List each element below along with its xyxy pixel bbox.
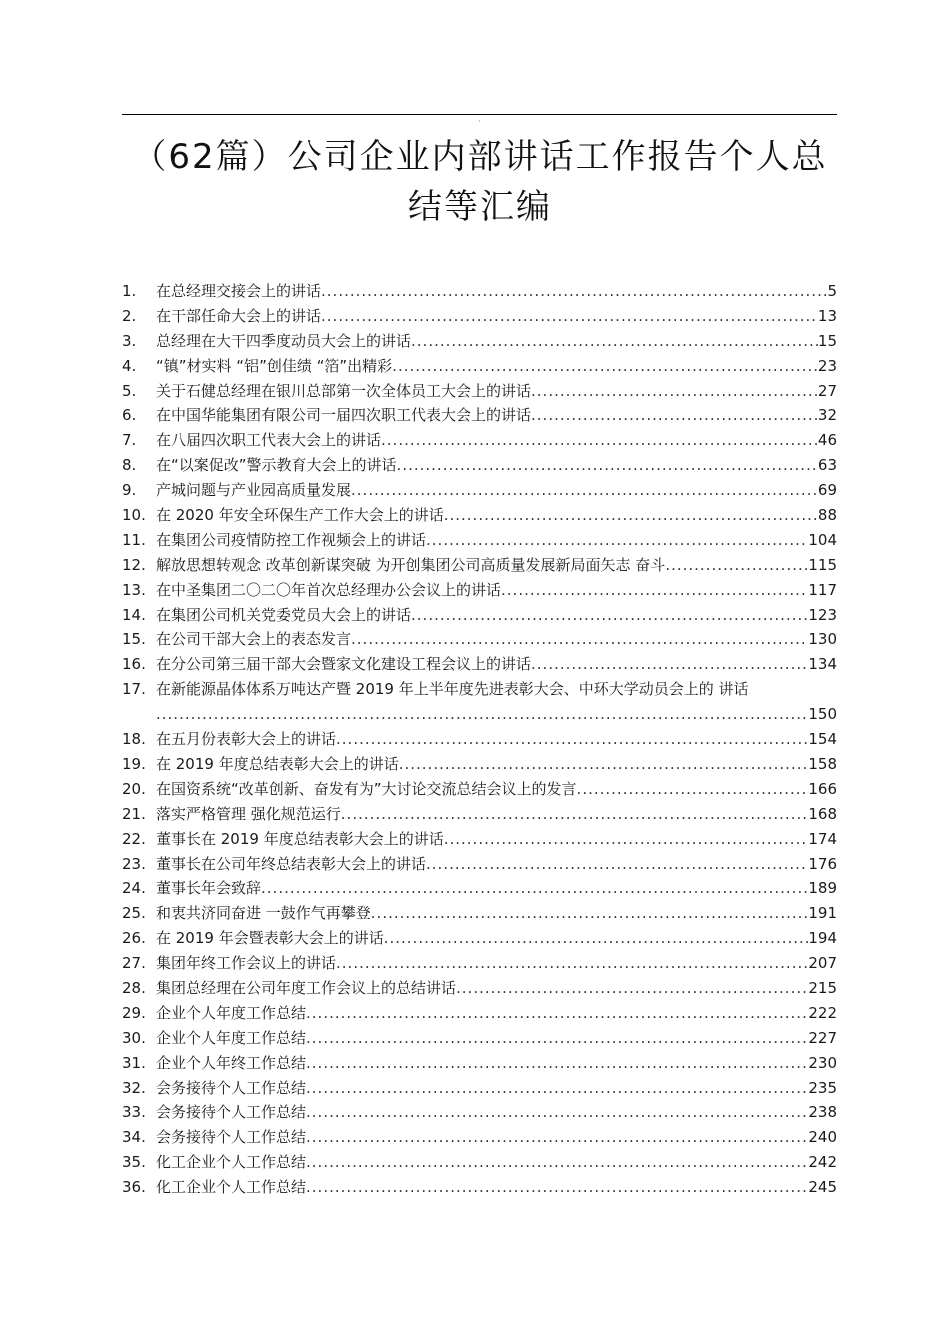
toc-entry-number: 24. [122,879,146,898]
toc-entry[interactable] [122,553,837,578]
toc-page-number: 230 [808,1053,837,1072]
toc-entry-number: 12. [122,555,146,574]
toc-leader-dots [306,1175,808,1200]
toc-leader-dots [156,702,808,727]
toc-entry[interactable] [122,354,837,379]
toc-page-number: 115 [808,555,837,574]
toc-entry-number: 27. [122,954,146,973]
toc-entry-number: 6. [122,406,137,425]
toc-entry-title: 在集团公司机关党委党员大会上的讲话 [156,605,412,624]
toc-entry[interactable] [122,1150,837,1175]
toc-entry[interactable] [122,603,837,628]
toc-entry-number: 15. [122,630,146,649]
toc-leader-dots [397,453,818,478]
toc-entry[interactable] [122,528,837,553]
toc-leader-dots [411,329,818,354]
toc-entry[interactable] [122,1100,837,1125]
toc-entry[interactable] [122,802,837,827]
toc-entry[interactable] [122,1125,837,1150]
title-line-1: （62篇）公司企业内部讲话工作报告个人总 [132,137,828,177]
toc-page-number: 235 [808,1078,837,1097]
toc-leader-dots [381,428,818,453]
toc-entry-title: 在中圣集团二〇二〇年首次总经理办公会议上的讲话 [156,580,502,599]
toc-entry-title: 落实严格管理 强化规范运行 [156,804,341,823]
toc-entry-number: 3. [122,331,137,350]
toc-entry[interactable] [122,1026,837,1051]
toc-leader-dots [577,777,809,802]
toc-entry[interactable] [122,428,837,453]
toc-page-number: 245 [808,1178,837,1197]
toc-entry[interactable] [122,403,837,428]
toc-page-number: 5 [827,282,837,300]
toc-entry[interactable] [122,901,837,926]
toc-entry[interactable] [122,453,837,478]
toc-entry-number: 28. [122,978,146,997]
toc-page-number: 63 [817,456,837,475]
toc-page-number: 227 [808,1028,837,1047]
toc-entry[interactable] [122,1076,837,1101]
toc-entry[interactable] [122,852,837,877]
toc-entry[interactable] [122,951,837,976]
toc-entry[interactable] [122,503,837,528]
toc-leader-dots [306,1150,808,1175]
toc-entry-number: 35. [122,1153,146,1172]
toc-leader-dots [306,1001,808,1026]
toc-leader-dots [501,578,808,603]
toc-entry[interactable] [122,627,837,652]
toc-page-number: 15 [817,331,837,350]
toc-page-number: 168 [808,804,837,823]
toc-entry-title: 企业个人年终工作总结 [156,1053,307,1072]
toc-entry-number: 19. [122,754,146,773]
toc-page-number: 154 [808,730,837,749]
toc-entry-title: 董事长年会致辞 [156,879,262,898]
toc-entry[interactable] [122,777,837,802]
toc-entry-number: 1. [122,282,137,300]
toc-entry-number: 29. [122,1003,146,1022]
toc-leader-dots [306,1100,808,1125]
document-title [110,132,850,232]
toc-leader-dots [392,354,818,379]
toc-leader-dots [426,528,808,553]
toc-entry-number: 18. [122,730,146,749]
toc-entry-number: 9. [122,481,137,500]
toc-entry[interactable] [122,976,837,1001]
toc-entry[interactable] [122,379,837,404]
toc-entry-title: “镇”材实料 “铝”创佳绩 “箔”出精彩 [156,356,393,375]
toc-entry-title: 关于石健总经理在银川总部第一次全体员工大会上的讲话 [156,381,532,400]
toc-page-number: 104 [808,530,837,549]
toc-leader-dots [336,727,808,752]
toc-leader-dots [306,1051,808,1076]
toc-entry-title: 企业个人年度工作总结 [156,1003,307,1022]
table-of-contents [122,279,837,1200]
toc-entry-number: 34. [122,1128,146,1147]
toc-entry-number: 5. [122,381,137,400]
toc-entry-title: 在公司干部大会上的表态发言 [156,630,352,649]
toc-leader-dots [351,478,818,503]
toc-entry[interactable] [122,578,837,603]
toc-entry-title: 在八届四次职工代表大会上的讲话 [156,431,382,450]
toc-page-number: 23 [817,356,837,375]
toc-entry-title: 解放思想转观念 改革创新谋突破 为开创集团公司高质量发展新局面矢志 奋斗 [156,555,666,574]
toc-entry-title: 会务接待个人工作总结 [156,1128,307,1147]
toc-page-number: 191 [808,904,837,923]
toc-entry-title: 集团总经理在公司年度工作会议上的总结讲话 [156,978,457,997]
toc-entry-title: 在新能源晶体体系万吨达产暨 2019 年上半年度先进表彰大会、中环大学动员会上的 讲话 [156,680,749,699]
toc-entry[interactable] [122,279,837,304]
toc-entry[interactable] [122,926,837,951]
toc-entry-number: 26. [122,929,146,948]
toc-entry-number: 2. [122,306,137,325]
toc-entry[interactable] [122,827,837,852]
toc-entry[interactable] [122,727,837,752]
toc-leader-dots [371,901,809,926]
toc-entry-title: 在五月份表彰大会上的讲话 [156,730,337,749]
toc-page-number: 27 [817,381,837,400]
toc-leader-dots [444,827,809,852]
toc-entry-title: 化工企业个人工作总结 [156,1153,307,1172]
toc-entry[interactable] [122,1001,837,1026]
header-rule [122,114,837,115]
toc-entry[interactable] [122,677,837,727]
toc-entry-title: 会务接待个人工作总结 [156,1103,307,1122]
toc-leader-dots [531,652,808,677]
toc-entry-title: 总经理在大干四季度动员大会上的讲话 [156,331,412,350]
toc-entry-title: 在总经理交接会上的讲话 [156,282,322,300]
toc-page-number: 174 [808,829,837,848]
toc-entry-number: 4. [122,356,137,375]
toc-entry-title: 在 2019 年度总结表彰大会上的讲话 [156,754,399,773]
toc-entry-number: 33. [122,1103,146,1122]
toc-page-number: 13 [817,306,837,325]
title-line-2: 结等汇编 [408,187,552,227]
toc-page-number: 222 [808,1003,837,1022]
toc-leader-dots [531,379,818,404]
toc-leader-dots [665,553,808,578]
toc-leader-dots [384,926,809,951]
toc-entry-number: 20. [122,779,146,798]
toc-leader-dots [341,802,809,827]
toc-entry-title: 在中国华能集团有限公司一届四次职工代表大会上的讲话 [156,406,532,425]
toc-leader-dots [321,279,827,304]
toc-entry-number: 7. [122,431,137,450]
toc-leader-dots [444,503,818,528]
toc-entry-title: 在 2020 年安全环保生产工作大会上的讲话 [156,506,444,525]
toc-entry-number: 14. [122,605,146,624]
toc-page-number: 130 [808,630,837,649]
toc-entry-title: 会务接待个人工作总结 [156,1078,307,1097]
toc-entry-number: 21. [122,804,146,823]
toc-entry-title: 化工企业个人工作总结 [156,1178,307,1197]
toc-leader-dots [306,1076,808,1101]
toc-page-number: 176 [808,854,837,873]
toc-leader-dots [336,951,808,976]
toc-entry[interactable] [122,652,837,677]
toc-entry-title: 企业个人年度工作总结 [156,1028,307,1047]
toc-entry-number: 13. [122,580,146,599]
toc-leader-dots [411,603,808,628]
toc-entry-title: 董事长在公司年终总结表彰大会上的讲话 [156,854,427,873]
toc-entry-title: 在国资系统“改革创新、奋发有为”大讨论交流总结会议上的发言 [156,779,577,798]
toc-entry[interactable] [122,752,837,777]
toc-page-number: 69 [817,481,837,500]
toc-page-number: 189 [808,879,837,898]
toc-page-number: 215 [808,978,837,997]
toc-leader-dots [261,876,808,901]
toc-entry[interactable] [122,329,837,354]
toc-entry-title: 在分公司第三届干部大会暨家文化建设工程会议上的讲话 [156,655,532,674]
toc-page-number: 238 [808,1103,837,1122]
header-mark: · [478,117,481,126]
toc-page-number: 123 [808,605,837,624]
toc-leader-dots [351,627,808,652]
toc-leader-dots [321,304,818,329]
toc-leader-dots [426,852,808,877]
toc-page-number: 166 [808,779,837,798]
toc-leader-dots [306,1026,808,1051]
toc-entry-number: 22. [122,829,146,848]
toc-entry[interactable] [122,478,837,503]
toc-page-number: 117 [808,580,837,599]
toc-entry-title: 在 2019 年会暨表彰大会上的讲话 [156,929,384,948]
toc-page-number: 158 [808,754,837,773]
toc-leader-dots [399,752,809,777]
toc-leader-dots [456,976,808,1001]
toc-page-number: 134 [808,655,837,674]
toc-leader-dots [306,1125,808,1150]
toc-leader-dots [531,403,818,428]
toc-entry[interactable] [122,1175,837,1200]
toc-entry-number: 11. [122,530,146,549]
toc-entry-number: 17. [122,680,146,699]
toc-entry-number: 32. [122,1078,146,1097]
toc-entry-title: 和衷共济同奋进 一鼓作气再攀登 [156,904,371,923]
toc-entry[interactable] [122,1051,837,1076]
toc-entry[interactable] [122,304,837,329]
toc-entry-number: 31. [122,1053,146,1072]
toc-entry-number: 16. [122,655,146,674]
toc-entry-title: 在干部任命大会上的讲话 [156,306,322,325]
toc-page-number: 207 [808,954,837,973]
toc-page-number: 242 [808,1153,837,1172]
toc-entry-number: 30. [122,1028,146,1047]
toc-page-number: 194 [808,929,837,948]
toc-entry-number: 23. [122,854,146,873]
toc-page-number: 46 [817,431,837,450]
toc-entry[interactable] [122,876,837,901]
toc-entry-title: 产城问题与产业园高质量发展 [156,481,352,500]
toc-entry-number: 8. [122,456,137,475]
toc-page-number: 150 [808,705,837,724]
toc-entry-title: 在集团公司疫情防控工作视频会上的讲话 [156,530,427,549]
toc-entry-number: 25. [122,904,146,923]
toc-entry-number: 10. [122,506,146,525]
toc-page-number: 240 [808,1128,837,1147]
toc-entry-title: 在“以案促改”警示教育大会上的讲话 [156,456,397,475]
toc-entry-title: 集团年终工作会议上的讲话 [156,954,337,973]
toc-entry-title: 董事长在 2019 年度总结表彰大会上的讲话 [156,829,444,848]
toc-page-number: 32 [817,406,837,425]
toc-entry-number: 36. [122,1178,146,1197]
toc-page-number: 88 [817,506,837,525]
